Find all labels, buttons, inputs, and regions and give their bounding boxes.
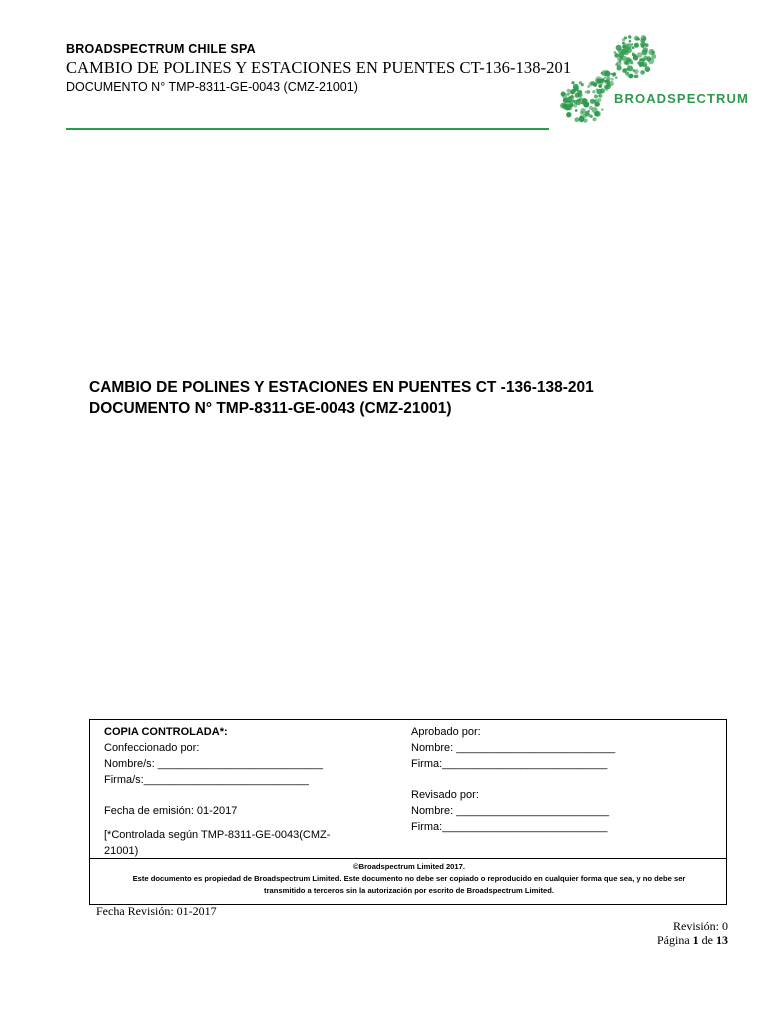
- control-right-column: [411, 724, 711, 835]
- header-document-number: DOCUMENTO N° TMP-8311-GE-0043 (CMZ-21001): [66, 80, 358, 94]
- spacer: [104, 788, 374, 803]
- page-current: 1: [692, 933, 699, 947]
- issue-date: Fecha de emisión: 01-2017: [104, 805, 238, 817]
- header-rule: [66, 128, 549, 130]
- prepared-signature-field: Firma/s:___________________________: [104, 774, 309, 786]
- reviewed-name-field: Nombre: _________________________: [411, 805, 610, 817]
- copyright-line: ©Broadspectrum Limited 2017.: [353, 862, 465, 871]
- spacer: [104, 819, 374, 827]
- approved-name-field: Nombre: __________________________: [411, 742, 616, 754]
- prepared-name-field: Nombre/s: ___________________________: [104, 758, 323, 770]
- approved-by-label: Aprobado por:: [411, 726, 481, 738]
- control-left-column: [104, 724, 374, 859]
- page-label: Página: [657, 933, 690, 947]
- document-title: [89, 377, 594, 419]
- controlled-note-line2: 21001): [104, 845, 139, 857]
- approved-signature-field: Firma:___________________________: [411, 758, 608, 770]
- footer-revision: Revisión: 0: [672, 919, 728, 933]
- controlled-copy-box: [89, 719, 727, 905]
- divider: [90, 858, 726, 859]
- controlled-copy-title: COPIA CONTROLADA*:: [104, 726, 228, 738]
- logo-text: BROADSPECTRUM: [614, 91, 749, 106]
- copyright-notice: [94, 861, 724, 897]
- spacer: [411, 772, 711, 787]
- notice-line1: Este documento es propiedad de Broadspectrum Limited. Este documento no debe ser copiado o reproducido en cualquier forma que sea, y no debe ser: [132, 874, 686, 883]
- reviewed-signature-field: Firma:___________________________: [411, 821, 608, 833]
- page-total: 13: [716, 933, 728, 947]
- header-company: BROADSPECTRUM CHILE SPA: [66, 42, 256, 56]
- header-title: CAMBIO DE POLINES Y ESTACIONES EN PUENTES CT-136-138-201: [66, 58, 572, 77]
- document-title-line2: DOCUMENTO N° TMP-8311-GE-0043 (CMZ-21001): [89, 400, 452, 417]
- footer-page-number: [657, 933, 728, 948]
- broadspectrum-logo-icon: [556, 32, 746, 128]
- reviewed-by-label: Revisado por:: [411, 789, 479, 801]
- prepared-by-label: Confeccionado por:: [104, 742, 200, 754]
- notice-line2: transmitido a terceros sin la autorización por escrito de Broadspectrum Limited.: [264, 886, 554, 895]
- controlled-note-line1: [*Controlada según TMP-8311-GE-0043(CMZ-: [104, 829, 331, 841]
- page-of-label: de: [701, 933, 713, 947]
- document-title-line1: CAMBIO DE POLINES Y ESTACIONES EN PUENTES CT -136-138-201: [89, 379, 594, 396]
- footer-revision-date: Fecha Revisión: 01-2017: [96, 904, 217, 918]
